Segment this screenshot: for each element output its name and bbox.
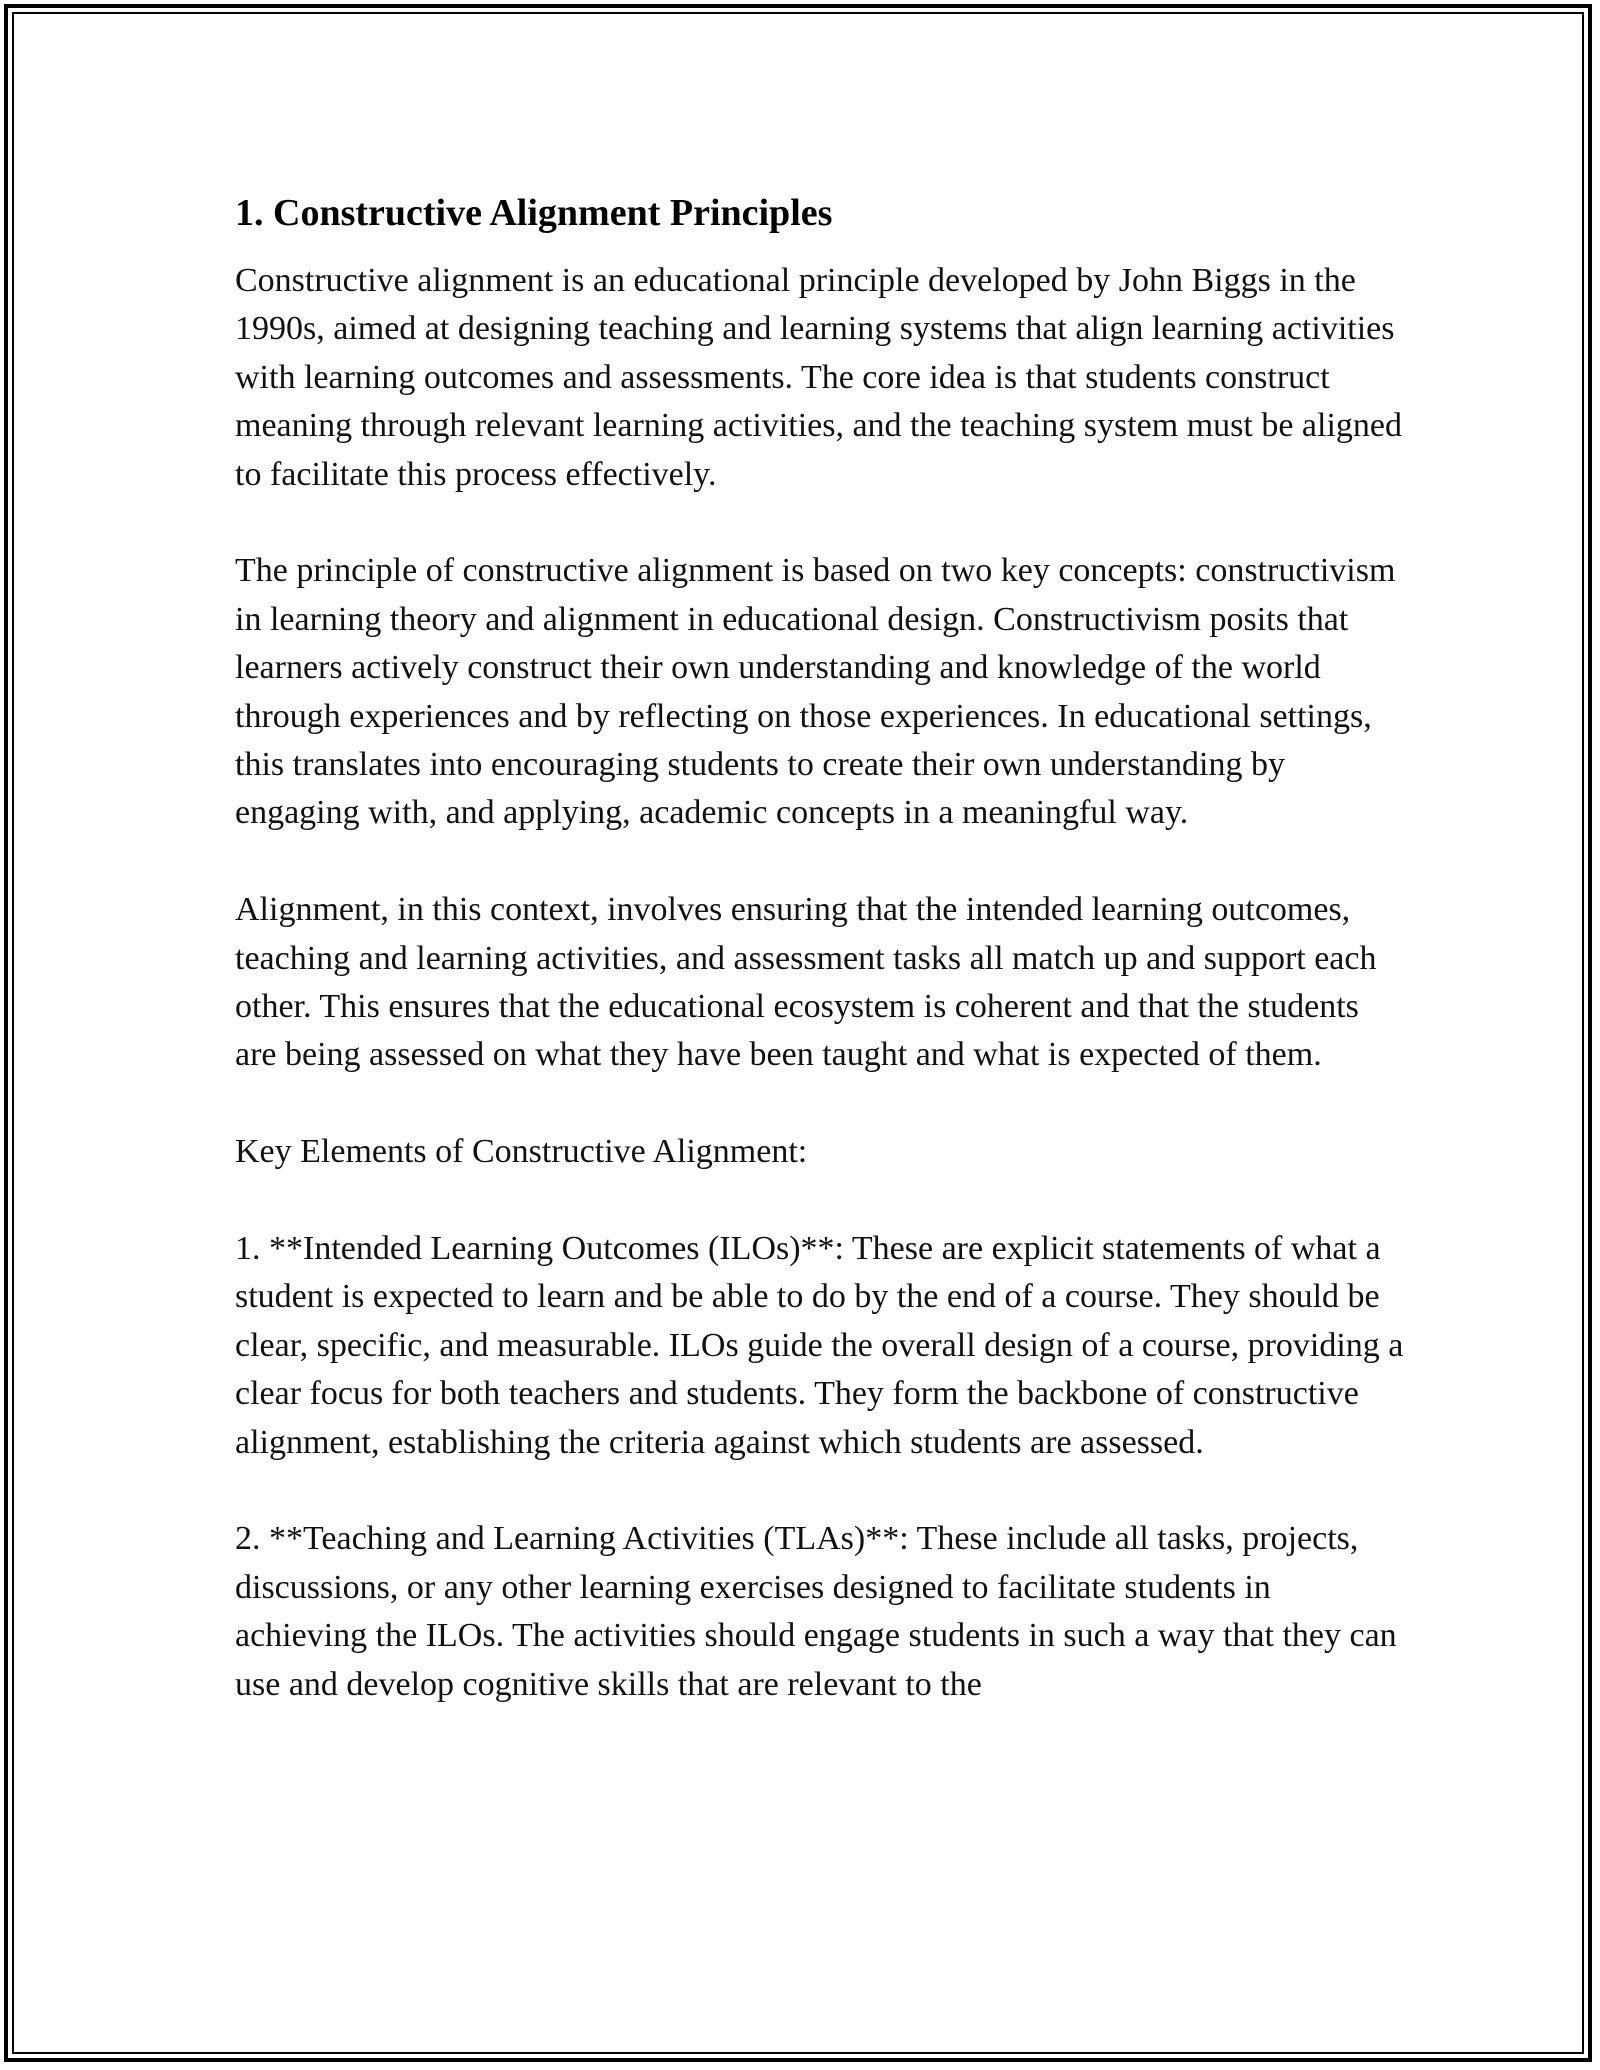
section-heading: 1. Constructive Alignment Principles [235,192,833,234]
paragraph-ilos: 1. **Intended Learning Outcomes (ILOs)**: These are explicit statements of what a student is expected to learn and be able to do by the end of a course. They should be clear, specific, and measurable. ILOs guide the overall design of a course, providing a clear focus for both teachers and students. They form the backbone of constructive alignment, establishing the criteria against which students are assessed. [235,1230,1404,1461]
paragraph-alignment: Alignment, in this context, involves ensuring that the intended learning outcomes, teaching and learning activities, and assessment tasks all match up and support each other. This ensures that the educational ecosystem is coherent and that the students are being assessed on what they have been taught and what is expected of them. [235,891,1377,1074]
paragraph-key-elements-title: Key Elements of Constructive Alignment: [235,1133,808,1171]
paragraph-tlas: 2. **Teaching and Learning Activities (TLAs)**: These include all tasks, projects, discussions, or any other learning exercises designed to facilitate students in achieving the ILOs. The activities should engage students in such a way that they can use and develop cognitive skills that are relevant to the [235,1520,1397,1703]
paragraph-intro: Constructive alignment is an educational principle developed by John Biggs in the 1990s, aimed at designing teaching and learning systems that align learning activities with learning outcomes and assessments. The core idea is that students construct meaning through relevant learning activities, and the teaching system must be aligned to facilitate this process effectively. [235,262,1402,493]
document-body [235,185,1405,1709]
paragraph-principle: The principle of constructive alignment is based on two key concepts: constructivism in learning theory and alignment in educational design. Constructivism posits that learners actively construct their own understanding and knowledge of the world through experiences and by reflecting on those experiences. In educational settings, this translates into encouraging students to create their own understanding by engaging with, and applying, academic concepts in a meaningful way. [235,552,1396,832]
